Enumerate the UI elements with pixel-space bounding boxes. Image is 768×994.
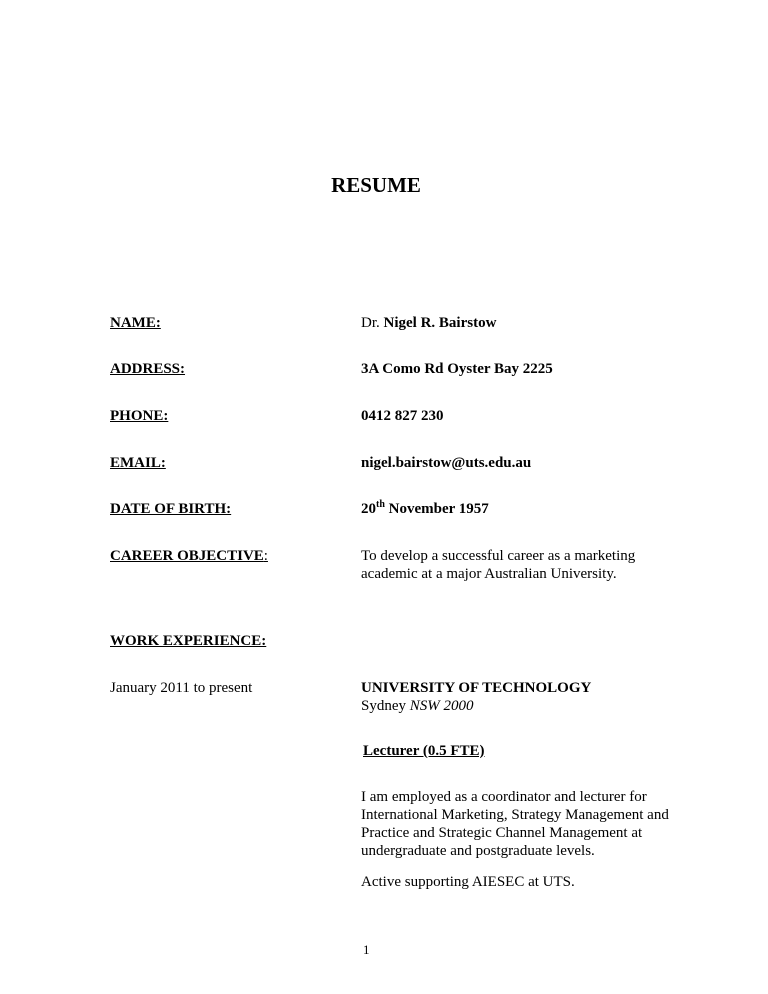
name-prefix: Dr.	[361, 315, 380, 331]
dob-month-year: November 1957	[388, 501, 489, 517]
job-position: Lecturer (0.5 FTE)	[363, 743, 485, 759]
job-period: January 2011 to present	[110, 680, 253, 696]
job-employer-block	[361, 679, 691, 715]
address-label: ADDRESS:	[110, 361, 186, 377]
objective-label	[110, 547, 268, 565]
name-text: Nigel R. Bairstow	[383, 315, 497, 331]
job-description: I am employed as a coordinator and lecturer for International Marketing, Strategy Management and Practice and Strategic Channel Management at undergraduate and postgraduate levels.	[361, 789, 669, 859]
objective-value: To develop a successful career as a marketing academic at a major Australian University.	[361, 548, 636, 582]
dob-value	[361, 500, 691, 518]
work-experience-heading: WORK EXPERIENCE:	[110, 633, 267, 649]
job-note: Active supporting AIESEC at UTS.	[361, 874, 575, 890]
name-value	[361, 314, 691, 332]
phone-label: PHONE:	[110, 408, 169, 424]
page-title: RESUME	[331, 173, 421, 197]
dob-day: 20	[361, 501, 376, 517]
address-value: 3A Como Rd Oyster Bay 2225	[361, 361, 553, 377]
email-value: nigel.bairstow@uts.edu.au	[361, 455, 532, 471]
job-city: Sydney	[361, 698, 406, 714]
email-label: EMAIL:	[110, 455, 166, 471]
job-location	[361, 697, 691, 715]
job-employer: UNIVERSITY OF TECHNOLOGY	[361, 680, 592, 696]
page-number: 1	[363, 942, 370, 957]
name-label: NAME:	[110, 315, 161, 331]
phone-value: 0412 827 230	[361, 408, 444, 424]
objective-label-colon: :	[263, 548, 268, 564]
dob-suffix: th	[376, 499, 385, 510]
dob-label: DATE OF BIRTH:	[110, 501, 232, 517]
objective-label-text: CAREER OBJECTIVE	[110, 548, 264, 564]
job-state: NSW 2000	[409, 698, 474, 714]
